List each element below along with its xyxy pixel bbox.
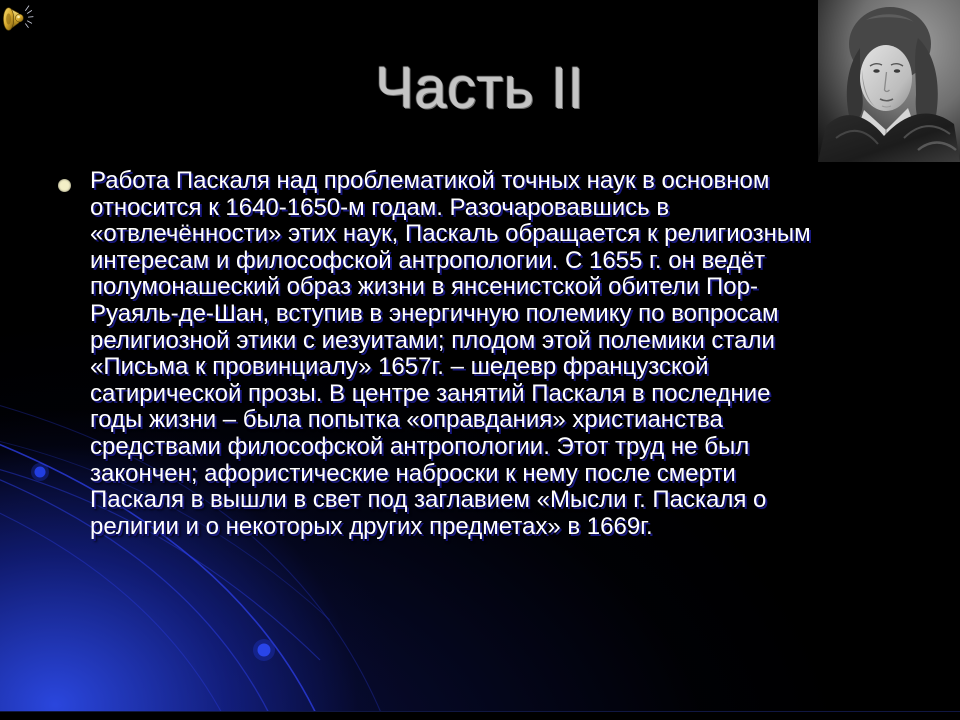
body-line: закончен; афористические наброски к нему после смерти [90, 459, 736, 487]
body-line: Руаяль-де-Шан, вступив в энергичную полемику по вопросам [90, 299, 779, 327]
speaker-icon[interactable] [2, 2, 34, 36]
body-line: Паскаля в вышли в свет под заглавием «Мысли г. Паскаля о [90, 486, 767, 514]
body-line: сатирической прозы. В центре занятий Паскаля в последние [90, 379, 771, 407]
arc-node-glow [253, 639, 275, 661]
arc-node-dot [258, 644, 271, 657]
arc-node-dot [35, 467, 46, 478]
arc-node-glow [31, 463, 49, 481]
body-line: полумонашеский образ жизни в янсенистской обители Пор- [90, 273, 758, 301]
bullet-marker [58, 179, 71, 192]
body-paragraph [90, 168, 920, 540]
body-line: «Письма к провинциалу» 1657г. – шедевр французской [90, 353, 709, 381]
body-line: религиозной этики с иезуитами; плодом этой полемики стали [90, 326, 775, 354]
body-line: относится к 1640-1650-м годам. Разочаровавшись в [90, 193, 670, 221]
body-line: «отвлечённости» этих наук, Паскаль обращается к религиозным [90, 220, 811, 248]
slide-title: Часть II [375, 56, 585, 121]
body-line: религии и о некоторых других предметах» в 1669г. [90, 512, 653, 540]
body-line: Работа Паскаля над проблематикой точных наук в основном [90, 167, 770, 194]
bottom-edge-bar [0, 711, 960, 720]
body-line: интересам и философской антропологии. С 1655 г. он ведёт [90, 246, 766, 274]
body-line: годы жизни – была попытка «оправдания» христианства [90, 406, 723, 434]
body-line: средствами философской антропологии. Этот труд не был [90, 432, 750, 460]
sound-rays [26, 6, 34, 28]
